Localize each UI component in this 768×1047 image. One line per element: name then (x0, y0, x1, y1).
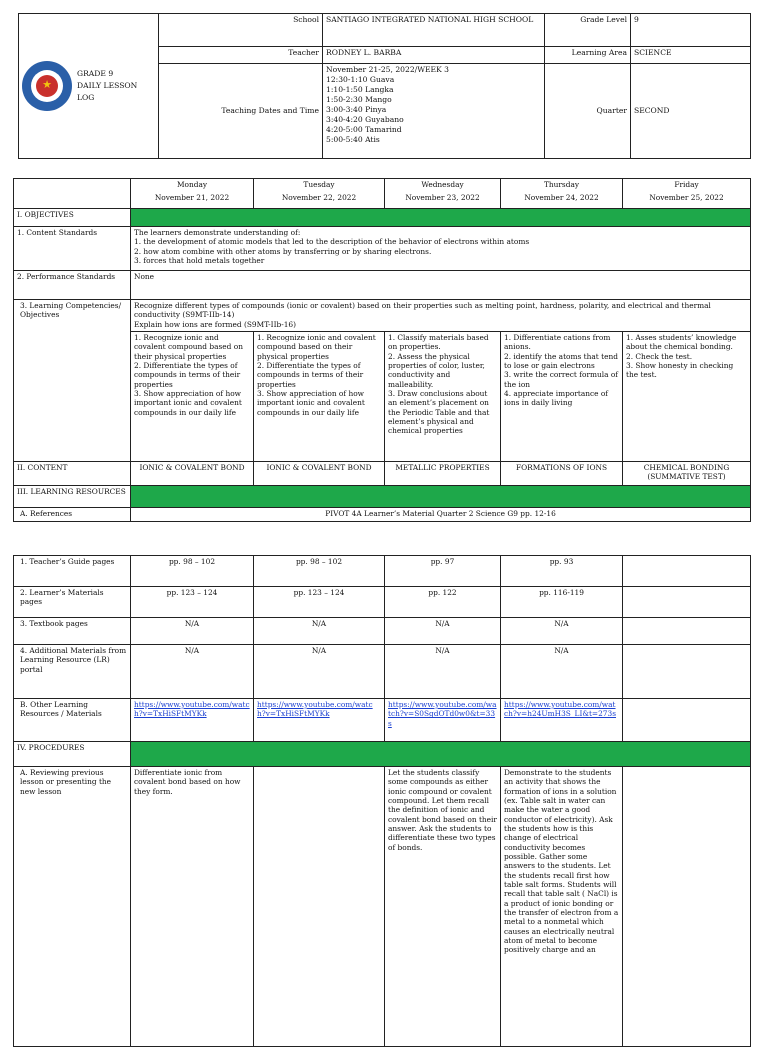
day-header-blank (14, 179, 131, 209)
reviewing-lesson-wednesday: Let the students classify some compounds as either ionic compound or covalent compound. Let them recall the definition of ionic and covalent bond based on their answer. Ask the students to differentiate these two types of bonds. (385, 767, 501, 1047)
daily-objectives-tuesday: 1. Recognize ionic and covalent compound based on their physical properties 2. Differentiate the types of compounds in terms of their properties 3. Show appreciation of how important ionic and covalent compounds in our daily life (254, 332, 385, 462)
content-tuesday: IONIC & COVALENT BOND (254, 462, 385, 486)
teachers-guide-friday (623, 556, 751, 587)
objectives-section-label: I. OBJECTIVES (14, 209, 131, 227)
reviewing-lesson-label: A. Reviewing previous lesson or presenting the new lesson (14, 767, 131, 1047)
day-header-thursday: Thursday November 24, 2022 (501, 179, 623, 209)
log-title-2: LOG (77, 92, 95, 102)
lesson-table-1 (13, 178, 751, 522)
additional-materials-tuesday: N/A (254, 645, 385, 699)
day-header-monday: Monday November 21, 2022 (131, 179, 254, 209)
performance-standards-label: 2. Performance Standards (14, 271, 131, 300)
grade-title: GRADE 9 (77, 69, 114, 79)
textbook-pages-thursday: N/A (501, 618, 623, 645)
quarter-value: SECOND (631, 64, 751, 159)
grade-level-value: 9 (631, 14, 751, 47)
additional-materials-monday: N/A (131, 645, 254, 699)
procedures-section-label: IV. PROCEDURES (14, 742, 131, 767)
textbook-pages-monday: N/A (131, 618, 254, 645)
learning-area-value: SCIENCE (631, 47, 751, 64)
content-wednesday: METALLIC PROPERTIES (385, 462, 501, 486)
teachers-guide-monday: pp. 98 – 102 (131, 556, 254, 587)
other-resources-monday (131, 699, 254, 742)
additional-materials-thursday: N/A (501, 645, 623, 699)
header-logo-cell (19, 14, 159, 159)
learners-materials-label: 2. Learner’s Materials pages (14, 587, 131, 618)
textbook-pages-friday (623, 618, 751, 645)
quarter-label: Quarter (545, 64, 631, 159)
school-label: School (159, 14, 323, 47)
resources-section-band (131, 486, 751, 508)
other-resources-tuesday (254, 699, 385, 742)
deped-seal-icon: ★ (22, 61, 72, 111)
daily-objectives-wednesday: 1. Classify materials based on properties. 2. Assess the physical properties of color, luster, conductivity and malleability. 3. Draw conclusions about an element’s placement on the Periodic Table and that element’s physical and chemical properties (385, 332, 501, 462)
additional-materials-friday (623, 645, 751, 699)
dates-label: Teaching Dates and Time (159, 64, 323, 159)
additional-materials-label: 4. Additional Materials from Learning Resource (LR) portal (14, 645, 131, 699)
lesson-table-2 (13, 555, 751, 1047)
teachers-guide-label: 1. Teacher’s Guide pages (14, 556, 131, 587)
content-friday: CHEMICAL BONDING (SUMMATIVE TEST) (623, 462, 751, 486)
log-title-1: DAILY LESSON (77, 81, 138, 91)
learners-materials-tuesday: pp. 123 – 124 (254, 587, 385, 618)
other-resources-link-thursday[interactable]: https://www.youtube.com/watch?v=h24UmH3S_LI&t=273s (504, 700, 617, 719)
procedures-section-band (131, 742, 751, 767)
performance-standards-value: None (131, 271, 751, 300)
school-value: SANTIAGO INTEGRATED NATIONAL HIGH SCHOOL (323, 14, 545, 47)
content-label: II. CONTENT (14, 462, 131, 486)
competencies-value: Recognize different types of compounds (ionic or covalent) based on their properties such as melting point, hardness, polarity, and electrical and thermal conductivity (S9MT-IIb-14) Explain how ions are formed (S9MT-IIb-16) (131, 300, 751, 332)
learners-materials-thursday: pp. 116-119 (501, 587, 623, 618)
dates-value: November 21-25, 2022/WEEK 3 12:30-1:10 Guava 1:10-1:50 Langka 1:50-2:30 Mango 3:00-3:40 Pinya 3:40-4:20 Guyabano 4:20-5:00 Tamarind 5:00-5:40 Atis (323, 64, 545, 159)
other-resources-wednesday (385, 699, 501, 742)
resources-section-label: III. LEARNING RESOURCES (14, 486, 131, 508)
teachers-guide-tuesday: pp. 98 – 102 (254, 556, 385, 587)
learning-area-label: Learning Area (545, 47, 631, 64)
reviewing-lesson-tuesday (254, 767, 385, 1047)
references-label: A. References (14, 508, 131, 522)
day-header-friday: Friday November 25, 2022 (623, 179, 751, 209)
reviewing-lesson-thursday: Demonstrate to the students an activity that shows the formation of ions in a solution (ex. Table salt in water can make the water a good conductor of electricity). Ask the students how is this change of electrical conductivity becomes possible. Gather some answers to the students. Let the students recall first how table salt forms. Students will recall that table salt ( NaCl) is a product of ionic bonding or the transfer of electron from a metal to a nonmetal which causes an electrically neutral atom of metal to become positively charge and an (501, 767, 623, 1047)
other-resources-link-wednesday[interactable]: https://www.youtube.com/watch?v=S0SgdOTd0w0&t=33s (388, 700, 497, 728)
header-table (18, 13, 751, 159)
other-resources-thursday (501, 699, 623, 742)
daily-objectives-thursday: 1. Differentiate cations from anions. 2. identify the atoms that tend to lose or gain electrons 3. write the correct formula of the ion 4. appreciate importance of ions in daily living (501, 332, 623, 462)
references-value: PIVOT 4A Learner’s Material Quarter 2 Science G9 pp. 12-16 (131, 508, 751, 522)
teacher-value: RODNEY L. BARBA (323, 47, 545, 64)
teachers-guide-wednesday: pp. 97 (385, 556, 501, 587)
daily-objectives-friday: 1. Asses students’ knowledge about the chemical bonding. 2. Check the test. 3. Show honesty in checking the test. (623, 332, 751, 462)
other-resources-label: B. Other Learning Resources / Materials (14, 699, 131, 742)
other-resources-link-monday[interactable]: https://www.youtube.com/watch?v=TxHiSFtMYKk (134, 700, 250, 719)
learners-materials-wednesday: pp. 122 (385, 587, 501, 618)
competencies-label: 3. Learning Competencies/ Objectives (14, 300, 131, 462)
other-resources-link-tuesday[interactable]: https://www.youtube.com/watch?v=TxHiSFtMYKk (257, 700, 373, 719)
teacher-label: Teacher (159, 47, 323, 64)
day-header-tuesday: Tuesday November 22, 2022 (254, 179, 385, 209)
content-standards-value: The learners demonstrate understanding of: 1. the development of atomic models that led to the description of the behavior of electrons within atoms 2. how atom combine with other atoms by transferring or by sharing electrons. 3. forces that hold metals together (131, 227, 751, 271)
learners-materials-monday: pp. 123 – 124 (131, 587, 254, 618)
learners-materials-friday (623, 587, 751, 618)
content-thursday: FORMATIONS OF IONS (501, 462, 623, 486)
content-standards-label: 1. Content Standards (14, 227, 131, 271)
daily-objectives-monday: 1. Recognize ionic and covalent compound based on their physical properties 2. Differentiate the types of compounds in terms of their properties 3. Show appreciation of how important ionic and covalent compounds in our daily life (131, 332, 254, 462)
day-header-wednesday: Wednesday November 23, 2022 (385, 179, 501, 209)
reviewing-lesson-friday (623, 767, 751, 1047)
textbook-pages-wednesday: N/A (385, 618, 501, 645)
teachers-guide-thursday: pp. 93 (501, 556, 623, 587)
grade-level-label: Grade Level (545, 14, 631, 47)
textbook-pages-tuesday: N/A (254, 618, 385, 645)
reviewing-lesson-monday: Differentiate ionic from covalent bond based on how they form. (131, 767, 254, 1047)
additional-materials-wednesday: N/A (385, 645, 501, 699)
other-resources-friday (623, 699, 751, 742)
textbook-pages-label: 3. Textbook pages (14, 618, 131, 645)
objectives-section-band (131, 209, 751, 227)
content-monday: IONIC & COVALENT BOND (131, 462, 254, 486)
